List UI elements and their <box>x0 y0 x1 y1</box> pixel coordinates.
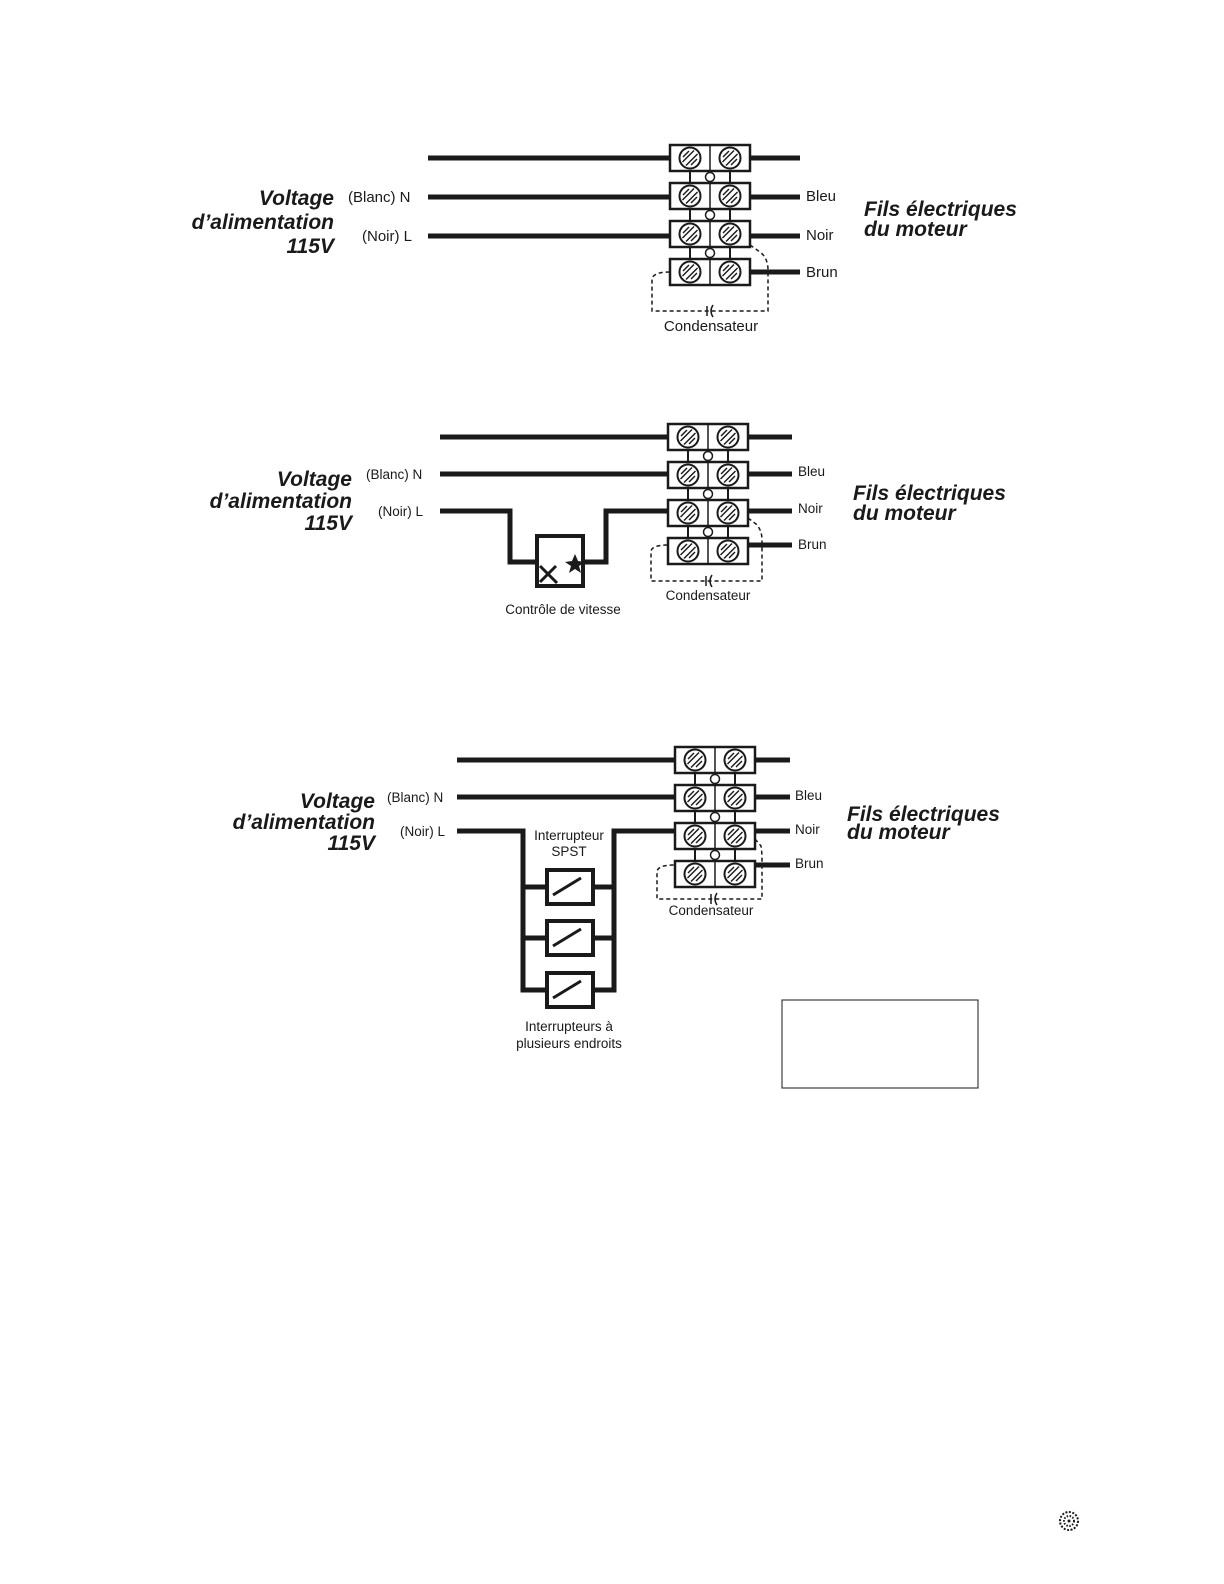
supply-title-line2: d’alimentation <box>209 490 352 513</box>
lead-noir: Noir <box>798 501 823 516</box>
terminal-block <box>670 145 750 285</box>
motor-title-line1: Fils électriques <box>847 803 1000 826</box>
switch-icon <box>547 870 593 904</box>
lead-brun: Brun <box>798 537 827 552</box>
supply-title-line3: 115V <box>286 235 334 258</box>
motor-title-line2: du moteur <box>847 821 950 844</box>
multi-switch-label-line1: Interrupteurs à <box>525 1019 613 1034</box>
lead-brun: Brun <box>795 856 824 871</box>
supply-title-line3: 115V <box>327 832 375 855</box>
switch-icon <box>547 973 593 1007</box>
neutral-label: (Blanc) N <box>366 467 423 482</box>
supply-title-line1: Voltage <box>258 187 334 210</box>
motor-title-line1: Fils électriques <box>853 482 1006 505</box>
switch-label-line1: Interrupteur <box>534 828 604 843</box>
lead-noir: Noir <box>806 227 834 244</box>
motor-title-line1: Fils électriques <box>864 198 1017 221</box>
lead-bleu: Bleu <box>806 188 837 205</box>
diagram-basic <box>192 145 1017 335</box>
capacitor-label: Condensateur <box>663 318 759 335</box>
supply-title-line1: Voltage <box>276 468 352 491</box>
switch-label-line2: SPST <box>551 844 587 859</box>
line-label: (Noir) L <box>400 824 446 839</box>
speed-control-icon <box>537 536 585 586</box>
empty-note-box <box>782 1000 978 1088</box>
capacitor-label: Condensateur <box>668 903 754 918</box>
switch-icon <box>547 921 593 955</box>
lead-bleu: Bleu <box>795 788 823 803</box>
lead-brun: Brun <box>806 264 838 281</box>
neutral-label: (Blanc) N <box>387 790 444 805</box>
terminal-block <box>675 747 755 887</box>
dotted-circle-mark <box>1060 1512 1078 1530</box>
supply-title-line3: 115V <box>304 512 352 535</box>
line-label: (Noir) L <box>378 504 424 519</box>
lead-noir: Noir <box>795 822 820 837</box>
supply-title-line1: Voltage <box>299 790 375 813</box>
multi-switch-label-line2: plusieurs endroits <box>516 1036 622 1051</box>
motor-title-line2: du moteur <box>853 502 956 525</box>
lead-bleu: Bleu <box>798 464 826 479</box>
supply-title-line2: d’alimentation <box>191 211 334 234</box>
capacitor-label: Condensateur <box>665 588 751 603</box>
terminal-block <box>668 424 748 564</box>
motor-title-line2: du moteur <box>864 218 967 241</box>
supply-title-line2: d’alimentation <box>232 811 375 834</box>
neutral-label: (Blanc) N <box>348 189 411 206</box>
line-label: (Noir) L <box>362 228 413 245</box>
diagram-speed-control <box>210 424 1006 617</box>
speed-control-label: Contrôle de vitesse <box>505 602 621 617</box>
